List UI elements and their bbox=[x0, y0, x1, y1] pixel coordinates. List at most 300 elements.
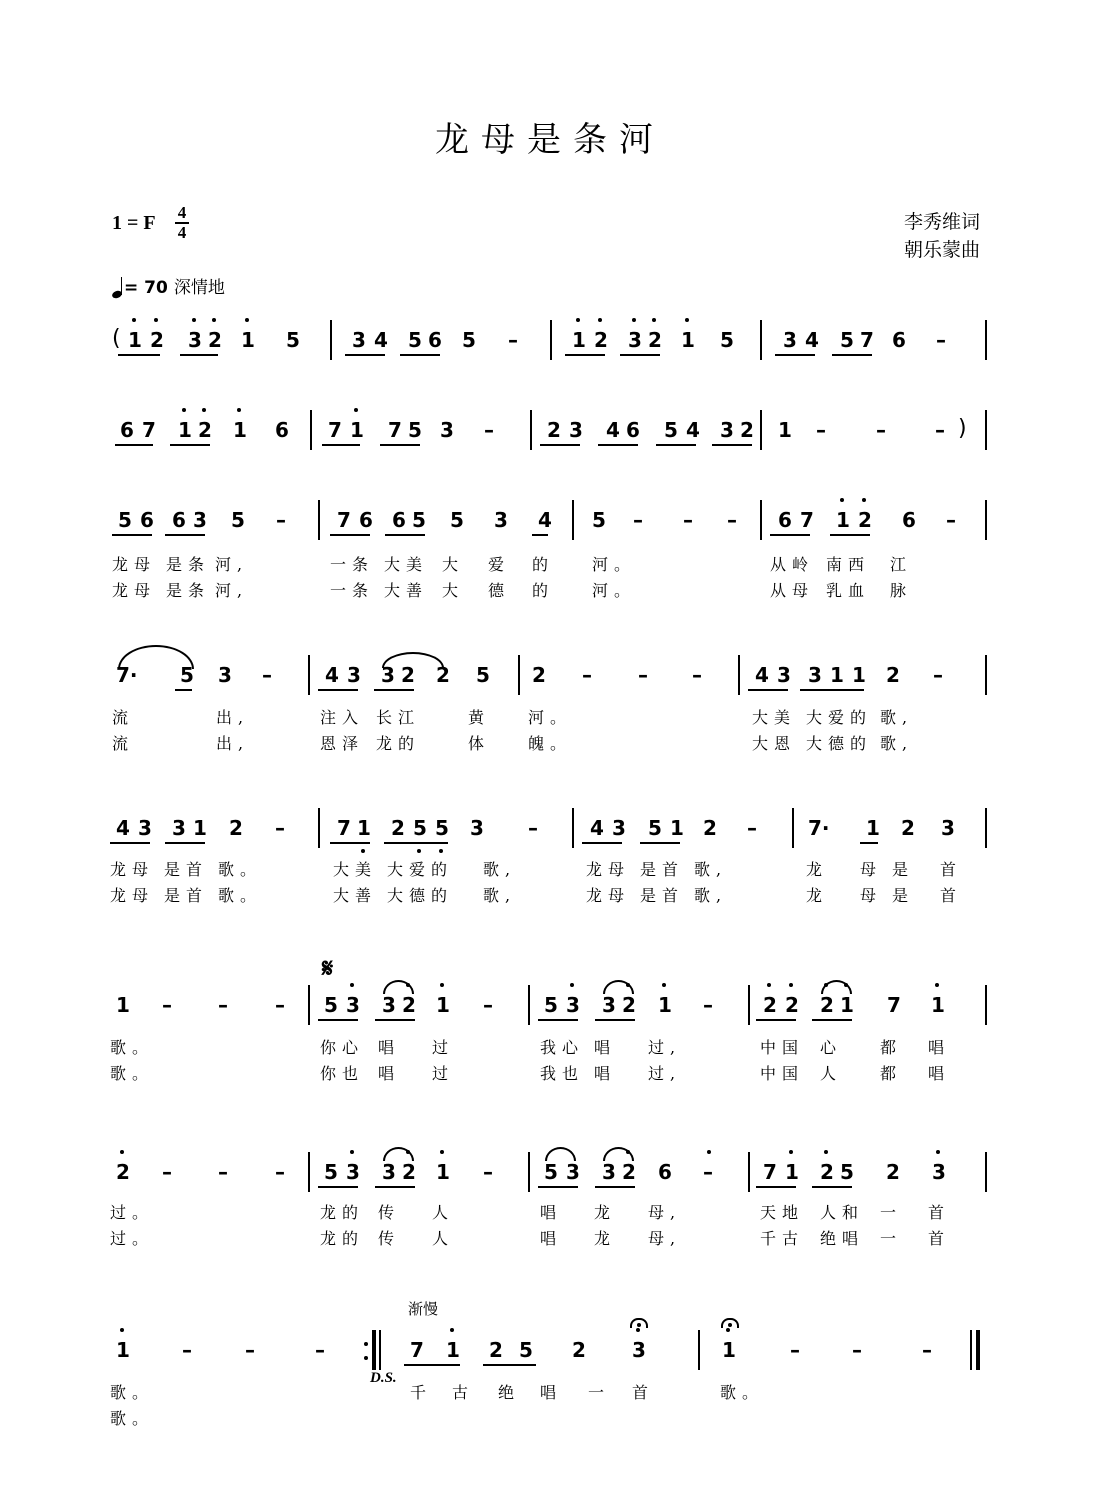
note: 3 bbox=[352, 328, 366, 352]
note: 4 bbox=[755, 663, 769, 687]
barline bbox=[318, 808, 320, 848]
lyric-syllable: 过, bbox=[648, 1064, 682, 1083]
lyric-syllable: 是 bbox=[892, 886, 915, 905]
note: 2 bbox=[858, 508, 872, 532]
dal-segno-text: D.S. bbox=[370, 1370, 397, 1386]
octave-dot-below bbox=[361, 849, 365, 853]
beam-underline bbox=[345, 354, 385, 356]
note: – bbox=[528, 816, 538, 840]
note: 5 bbox=[519, 1338, 533, 1362]
note: 1 bbox=[852, 663, 866, 687]
lyric-syllable: 首 bbox=[928, 1229, 951, 1248]
note: 2 bbox=[402, 993, 416, 1017]
octave-dot-above bbox=[632, 318, 636, 322]
note: – bbox=[484, 418, 494, 442]
lyric-syllable: 母, bbox=[648, 1229, 682, 1248]
lyric-syllable: 流 bbox=[112, 734, 135, 753]
note: 7 bbox=[142, 418, 156, 442]
lyric-syllable: 心 bbox=[820, 1038, 843, 1057]
tie-arc bbox=[603, 980, 634, 994]
barline bbox=[760, 320, 762, 360]
lyric-syllable: 大恩 bbox=[752, 734, 797, 753]
barline bbox=[760, 500, 762, 540]
note: – bbox=[315, 1338, 325, 1362]
lyric-syllable: 中国 bbox=[760, 1064, 805, 1083]
note: 1 bbox=[785, 1160, 799, 1184]
note: 2 bbox=[391, 816, 405, 840]
lyric-syllable: 过 bbox=[432, 1064, 455, 1083]
lyric-syllable: 龙 bbox=[806, 860, 829, 879]
beam-underline bbox=[770, 534, 810, 536]
note: 1 bbox=[681, 328, 695, 352]
note: 2 bbox=[703, 816, 717, 840]
time-denominator: 4 bbox=[177, 223, 187, 242]
lyric-syllable: 是条 bbox=[166, 555, 211, 574]
score-row bbox=[0, 410, 1100, 470]
note: 5 bbox=[118, 508, 132, 532]
lyric-syllable: 唱 bbox=[378, 1064, 401, 1083]
note: – bbox=[922, 1338, 932, 1362]
barline bbox=[748, 1152, 750, 1192]
barline bbox=[572, 808, 574, 848]
octave-dot-above bbox=[840, 498, 844, 502]
note: 3 bbox=[932, 1160, 946, 1184]
note: 2 bbox=[229, 816, 243, 840]
octave-dot-above bbox=[132, 318, 136, 322]
lyric-syllable: 一 bbox=[588, 1383, 611, 1402]
barline bbox=[985, 808, 987, 848]
octave-dot-above bbox=[824, 1150, 828, 1154]
lyric-syllable: 的 bbox=[532, 581, 555, 600]
note: 5 bbox=[435, 816, 449, 840]
lyric-syllable: 千 bbox=[410, 1383, 433, 1402]
beam-underline bbox=[322, 444, 360, 446]
lyric-syllable: 大善 bbox=[333, 886, 378, 905]
lyric-syllable: 过。 bbox=[110, 1203, 155, 1222]
final-barline-thin bbox=[970, 1330, 972, 1370]
note: 1 bbox=[128, 328, 142, 352]
beam-underline bbox=[330, 534, 370, 536]
lyric-syllable: 歌, bbox=[483, 886, 517, 905]
note: 2 bbox=[901, 816, 915, 840]
note: 1 bbox=[350, 418, 364, 442]
lyric-syllable: 人 bbox=[820, 1064, 843, 1083]
note: 1 bbox=[658, 993, 672, 1017]
note: 3 bbox=[494, 508, 508, 532]
lyric-syllable: 唱 bbox=[928, 1038, 951, 1057]
beam-underline bbox=[375, 1186, 415, 1188]
barline bbox=[550, 320, 552, 360]
note: 1 bbox=[193, 816, 207, 840]
octave-dot-above bbox=[450, 1328, 454, 1332]
note: 2 bbox=[763, 993, 777, 1017]
lyric-syllable: 一 bbox=[880, 1229, 903, 1248]
lyric-syllable: 龙 bbox=[594, 1203, 617, 1222]
lyric-syllable: 河。 bbox=[592, 555, 637, 574]
lyric-syllable: 大善 bbox=[384, 581, 429, 600]
lyric-syllable: 首 bbox=[940, 886, 963, 905]
beam-underline bbox=[532, 534, 548, 536]
beam-underline bbox=[748, 689, 788, 691]
note: 2 bbox=[820, 993, 834, 1017]
note: 3 bbox=[470, 816, 484, 840]
note: 2 bbox=[489, 1338, 503, 1362]
lyric-syllable: 流 bbox=[112, 708, 135, 727]
beam-underline bbox=[404, 1364, 460, 1366]
tie-arc bbox=[383, 1147, 414, 1161]
beam-underline bbox=[822, 689, 864, 691]
lyric-syllable: 过。 bbox=[110, 1229, 155, 1248]
barline bbox=[518, 655, 520, 695]
note: 1 bbox=[436, 1160, 450, 1184]
note: 2 bbox=[740, 418, 754, 442]
note: 1 bbox=[116, 1338, 130, 1362]
barline bbox=[985, 985, 987, 1025]
beam-underline bbox=[582, 842, 622, 844]
note: 5 bbox=[412, 508, 426, 532]
note: 1 bbox=[931, 993, 945, 1017]
octave-dot-above bbox=[350, 1150, 354, 1154]
lyric-syllable: 是 bbox=[892, 860, 915, 879]
beam-underline bbox=[640, 842, 680, 844]
note: 2 bbox=[594, 328, 608, 352]
note: – bbox=[935, 418, 945, 442]
beam-underline bbox=[165, 842, 205, 844]
beam-underline bbox=[180, 354, 218, 356]
note: 2 bbox=[198, 418, 212, 442]
barline bbox=[330, 320, 332, 360]
score-row bbox=[0, 655, 1100, 753]
note: 1 bbox=[778, 418, 792, 442]
note: – bbox=[218, 1160, 228, 1184]
octave-dot-above bbox=[576, 318, 580, 322]
note: 6 bbox=[428, 328, 442, 352]
note: 7 bbox=[800, 508, 814, 532]
barline bbox=[698, 1330, 700, 1370]
note: 7 bbox=[337, 508, 351, 532]
octave-dot-below bbox=[439, 849, 443, 853]
octave-dot-above bbox=[662, 983, 666, 987]
lyric-syllable: 你心 bbox=[320, 1038, 365, 1057]
note: 6 bbox=[172, 508, 186, 532]
note: 3 bbox=[941, 816, 955, 840]
octave-dot-above bbox=[354, 408, 358, 412]
note: 2 bbox=[785, 993, 799, 1017]
lyric-syllable: 江 bbox=[890, 555, 913, 574]
beam-underline bbox=[170, 444, 210, 446]
lyric-syllable: 注入 bbox=[320, 708, 365, 727]
note: 4 bbox=[374, 328, 388, 352]
lyric-syllable: 河。 bbox=[528, 708, 573, 727]
note: 5 bbox=[720, 328, 734, 352]
lyric-syllable: 是首 bbox=[640, 860, 685, 879]
note: 5 bbox=[286, 328, 300, 352]
lyric-syllable: 龙的 bbox=[320, 1229, 365, 1248]
lyric-syllable: 歌。 bbox=[110, 1409, 155, 1428]
note: – bbox=[182, 1338, 192, 1362]
key-signature: 1 = F bbox=[112, 212, 156, 234]
octave-dot-above bbox=[440, 983, 444, 987]
note: 4 bbox=[116, 816, 130, 840]
beam-underline bbox=[756, 1186, 796, 1188]
note: – bbox=[933, 663, 943, 687]
note: 7· bbox=[116, 663, 138, 687]
lyric-syllable: 我心 bbox=[540, 1038, 585, 1057]
lyric-syllable: 大德的 bbox=[387, 886, 454, 905]
beam-underline bbox=[118, 354, 160, 356]
note: – bbox=[703, 1160, 713, 1184]
octave-dot-above bbox=[636, 1328, 640, 1332]
note: 3 bbox=[612, 816, 626, 840]
octave-dot-above bbox=[120, 1328, 124, 1332]
barline bbox=[308, 655, 310, 695]
note: 6 bbox=[658, 1160, 672, 1184]
note: 3 bbox=[566, 1160, 580, 1184]
note: 2 bbox=[150, 328, 164, 352]
note: 2 bbox=[886, 663, 900, 687]
note: 7 bbox=[887, 993, 901, 1017]
note: – bbox=[262, 663, 272, 687]
note: – bbox=[245, 1338, 255, 1362]
note: 7· bbox=[808, 816, 830, 840]
octave-dot-above bbox=[154, 318, 158, 322]
ritardando-text: 渐慢 bbox=[408, 1300, 439, 1318]
barline bbox=[760, 410, 762, 450]
note: 5 bbox=[664, 418, 678, 442]
lyric-syllable: 龙母 bbox=[110, 886, 155, 905]
note: – bbox=[483, 1160, 493, 1184]
note: 7 bbox=[410, 1338, 424, 1362]
barline bbox=[528, 1152, 530, 1192]
lyric-syllable: 母 bbox=[860, 886, 883, 905]
note: 6 bbox=[626, 418, 640, 442]
lyric-syllable: 是条 bbox=[166, 581, 211, 600]
lyric-syllable: 母, bbox=[648, 1203, 682, 1222]
score-row bbox=[0, 500, 1100, 600]
lyric-syllable: 歌。 bbox=[218, 860, 263, 879]
lyric-syllable: 龙的 bbox=[376, 734, 421, 753]
beam-underline bbox=[860, 842, 878, 844]
octave-dot-above bbox=[212, 318, 216, 322]
note: 4 bbox=[325, 663, 339, 687]
octave-dot-above bbox=[767, 983, 771, 987]
note: 2 bbox=[436, 663, 450, 687]
note: 4 bbox=[686, 418, 700, 442]
octave-dot-above bbox=[120, 1150, 124, 1154]
note: 5 bbox=[450, 508, 464, 532]
lyric-syllable: 都 bbox=[880, 1038, 903, 1057]
beam-underline bbox=[400, 354, 440, 356]
note: 3 bbox=[381, 663, 395, 687]
note: 4 bbox=[538, 508, 552, 532]
lyric-syllable: 歌, bbox=[483, 860, 517, 879]
octave-dot-above bbox=[685, 318, 689, 322]
barline bbox=[528, 985, 530, 1025]
lyric-syllable: 是首 bbox=[164, 860, 209, 879]
note: 6 bbox=[778, 508, 792, 532]
note: 2 bbox=[572, 1338, 586, 1362]
note: 3 bbox=[569, 418, 583, 442]
time-numerator: 4 bbox=[177, 203, 187, 222]
segno-sign: 𝄋 bbox=[322, 954, 334, 984]
note: – bbox=[852, 1338, 862, 1362]
tie-arc bbox=[603, 1147, 634, 1161]
note: 3 bbox=[720, 418, 734, 442]
note: 5 bbox=[324, 993, 338, 1017]
note: 5 bbox=[324, 1160, 338, 1184]
lyric-syllable: 过, bbox=[648, 1038, 682, 1057]
note: 5 bbox=[408, 418, 422, 442]
beam-underline bbox=[175, 689, 192, 691]
note: – bbox=[692, 663, 702, 687]
octave-dot-above bbox=[202, 408, 206, 412]
note: 1 bbox=[722, 1338, 736, 1362]
beam-underline bbox=[595, 1186, 635, 1188]
note: 6 bbox=[892, 328, 906, 352]
beam-underline bbox=[405, 842, 448, 844]
lyric-syllable: 我也 bbox=[540, 1064, 585, 1083]
note: 3 bbox=[218, 663, 232, 687]
octave-dot-below bbox=[417, 849, 421, 853]
lyric-syllable: 一条 bbox=[330, 581, 375, 600]
lyric-syllable: 歌。 bbox=[110, 1038, 155, 1057]
tempo-mood: 深情地 bbox=[173, 278, 225, 298]
lyric-syllable: 龙母 bbox=[112, 555, 157, 574]
beam-underline bbox=[112, 534, 152, 536]
note: 5 bbox=[413, 816, 427, 840]
beam-underline bbox=[756, 1019, 796, 1021]
lyric-syllable: 脉 bbox=[890, 581, 913, 600]
note: – bbox=[946, 508, 956, 532]
note: 1 bbox=[116, 993, 130, 1017]
lyric-syllable: 乳血 bbox=[826, 581, 871, 600]
note: – bbox=[508, 328, 518, 352]
lyric-syllable: 龙母 bbox=[110, 860, 155, 879]
beam-underline bbox=[538, 1019, 578, 1021]
score-row bbox=[0, 954, 1100, 1083]
final-barline-thick bbox=[976, 1330, 980, 1370]
lyric-syllable: 唱 bbox=[540, 1383, 563, 1402]
note: 2 bbox=[401, 663, 415, 687]
note: 3 bbox=[382, 993, 396, 1017]
lyric-syllable: 龙母 bbox=[112, 581, 157, 600]
note: 1 bbox=[670, 816, 684, 840]
note: 5 bbox=[648, 816, 662, 840]
beam-underline bbox=[812, 1019, 852, 1021]
beam-underline bbox=[830, 534, 870, 536]
beam-underline bbox=[483, 1364, 536, 1366]
note: 3 bbox=[808, 663, 822, 687]
lyric-syllable: 人 bbox=[432, 1203, 455, 1222]
octave-dot-above bbox=[182, 408, 186, 412]
note: – bbox=[162, 1160, 172, 1184]
beam-underline bbox=[330, 842, 370, 844]
note: – bbox=[275, 816, 285, 840]
lyric-syllable: 龙母 bbox=[586, 886, 631, 905]
note: – bbox=[816, 418, 826, 442]
octave-dot-above bbox=[245, 318, 249, 322]
lyricist-credit: 李秀维词 bbox=[903, 211, 980, 233]
note: 7 bbox=[328, 418, 342, 442]
lyric-syllable: 龙母 bbox=[586, 860, 631, 879]
note: – bbox=[683, 508, 693, 532]
barline bbox=[572, 500, 574, 540]
note: – bbox=[218, 993, 228, 1017]
lyric-syllable: 唱 bbox=[540, 1203, 563, 1222]
lyric-syllable: 传 bbox=[378, 1229, 401, 1248]
note: – bbox=[936, 328, 946, 352]
tie-arc bbox=[545, 1147, 576, 1161]
beam-underline bbox=[775, 354, 815, 356]
note: 1 bbox=[436, 993, 450, 1017]
note: 3 bbox=[440, 418, 454, 442]
lyric-syllable: 你也 bbox=[320, 1064, 365, 1083]
lyric-syllable: 黄 bbox=[468, 708, 491, 727]
octave-dot-above bbox=[652, 318, 656, 322]
note: – bbox=[747, 816, 757, 840]
time-signature bbox=[173, 204, 191, 242]
lyric-syllable: 歌。 bbox=[110, 1383, 155, 1402]
note: 3 bbox=[347, 663, 361, 687]
lyric-syllable: 德 bbox=[488, 581, 511, 600]
lyric-syllable: 中国 bbox=[760, 1038, 805, 1057]
quarter-note-icon bbox=[112, 278, 122, 298]
lyric-syllable: 首 bbox=[940, 860, 963, 879]
note: 2 bbox=[820, 1160, 834, 1184]
tempo-marking bbox=[112, 273, 225, 298]
octave-dot-above bbox=[789, 1150, 793, 1154]
score-row bbox=[0, 1152, 1100, 1248]
beam-underline bbox=[115, 444, 153, 446]
note: 5 bbox=[840, 328, 854, 352]
note: 6 bbox=[140, 508, 154, 532]
barline bbox=[308, 1152, 310, 1192]
lyric-syllable: 绝 bbox=[498, 1383, 521, 1402]
note: – bbox=[275, 993, 285, 1017]
barline bbox=[318, 500, 320, 540]
note: 2 bbox=[532, 663, 546, 687]
note: 3 bbox=[346, 1160, 360, 1184]
lyric-syllable: 大美 bbox=[333, 860, 378, 879]
lyric-syllable: 龙 bbox=[594, 1229, 617, 1248]
note: 6 bbox=[275, 418, 289, 442]
barline bbox=[985, 655, 987, 695]
lyric-syllable: 都 bbox=[880, 1064, 903, 1083]
lyric-syllable: 大德的 bbox=[806, 734, 873, 753]
octave-dot-above bbox=[570, 983, 574, 987]
beam-underline bbox=[832, 354, 872, 356]
octave-dot-above bbox=[862, 498, 866, 502]
lyric-syllable: 从母 bbox=[770, 581, 815, 600]
note: 4 bbox=[606, 418, 620, 442]
note: 3 bbox=[566, 993, 580, 1017]
lyric-syllable: 龙的 bbox=[320, 1203, 365, 1222]
beam-underline bbox=[375, 1019, 415, 1021]
note: – bbox=[483, 993, 493, 1017]
barline bbox=[985, 1152, 987, 1192]
note: 5 bbox=[592, 508, 606, 532]
repeat-dot bbox=[364, 1342, 368, 1346]
beam-underline bbox=[110, 842, 150, 844]
note: – bbox=[790, 1338, 800, 1362]
lyric-syllable: 河。 bbox=[592, 581, 637, 600]
note: 3 bbox=[783, 328, 797, 352]
lyric-syllable: 人 bbox=[432, 1229, 455, 1248]
lyric-syllable: 歌。 bbox=[110, 1064, 155, 1083]
repeat-dot bbox=[364, 1356, 368, 1360]
note: 3 bbox=[346, 993, 360, 1017]
note: 5 bbox=[544, 1160, 558, 1184]
